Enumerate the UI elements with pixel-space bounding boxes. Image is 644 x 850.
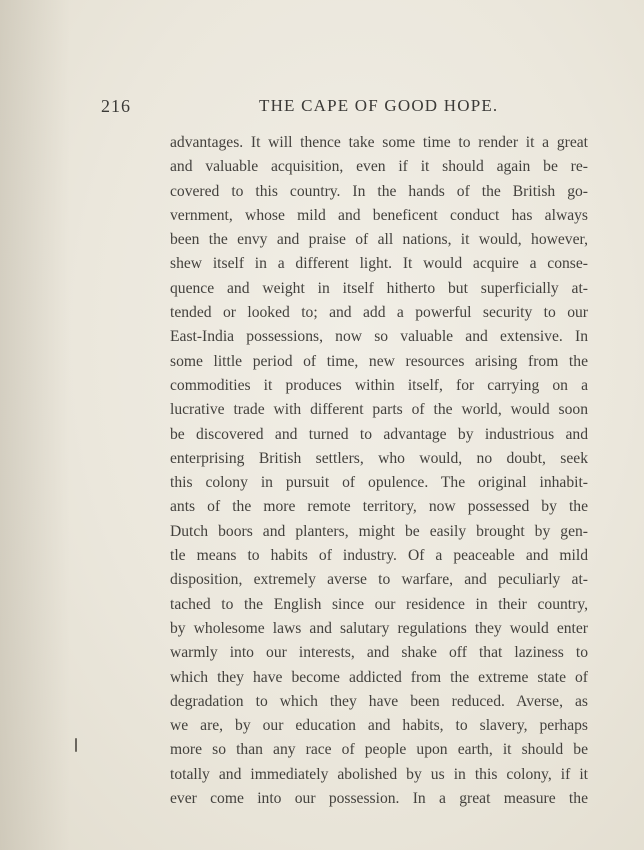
text-line: vernment, whose mild and beneficent conduct has always: [170, 206, 588, 224]
text-line: by wholesome laws and salutary regulations they would enter: [170, 619, 588, 637]
text-line: which they have become addicted from the extreme state of: [170, 668, 588, 686]
gutter-shadow: [0, 0, 70, 850]
text-line: advantages. It will thence take some time to render it a great: [170, 134, 588, 151]
text-line: some little period of time, new resources arising from the: [170, 352, 588, 370]
running-head-title: THE CAPE OF GOOD HOPE.: [259, 96, 499, 115]
text-line: degradation to which they have been reduced. Averse, as: [170, 692, 588, 710]
text-line: be discovered and turned to advantage by industrious and: [170, 425, 588, 443]
text-line: tended or looked to; and add a powerful security to our: [170, 304, 588, 322]
text-line: been the envy and praise of all nations, it would, however,: [170, 231, 588, 249]
text-line: more so than any race of people upon earth, it should be: [170, 741, 588, 759]
text-line: and valuable acquisition, even if it should again be re-: [170, 158, 588, 176]
text-line: tle means to habits of industry. Of a peaceable and mild: [170, 547, 588, 565]
body-text: [170, 131, 588, 811]
text-line: enterprising British settlers, who would, no doubt, seek: [170, 449, 588, 467]
text-line: totally and immediately abolished by us in this colony, if it: [170, 765, 588, 783]
text-line: lucrative trade with different parts of the world, would soon: [170, 401, 588, 419]
text-line: tached to the English since our residence in their country,: [170, 595, 588, 613]
text-line: we are, by our education and habits, to slavery, perhaps: [170, 717, 588, 735]
text-line: commodities it produces within itself, for carrying on a: [170, 376, 588, 394]
text-line: Dutch boors and planters, might be easily brought by gen-: [170, 522, 588, 540]
text-line: East-India possessions, now so valuable and extensive. In: [170, 328, 588, 346]
text-line: disposition, extremely averse to warfare, and peculiarly at-: [170, 571, 588, 589]
text-line: shew itself in a different light. It would acquire a conse-: [170, 255, 588, 273]
text-line: quence and weight in itself hitherto but superficially at-: [170, 279, 588, 297]
text-line: warmly into our interests, and shake off that laziness to: [170, 644, 588, 662]
text-line: this colony in pursuit of opulence. The original inhabit-: [170, 474, 588, 492]
margin-mark: [75, 738, 77, 752]
page-number: 216: [101, 96, 131, 116]
text-line: covered to this country. In the hands of the British go-: [170, 182, 588, 200]
text-line: ever come into our possession. In a great measure the: [170, 790, 588, 808]
running-head: [101, 96, 591, 120]
text-line: ants of the more remote territory, now possessed by the: [170, 498, 588, 516]
